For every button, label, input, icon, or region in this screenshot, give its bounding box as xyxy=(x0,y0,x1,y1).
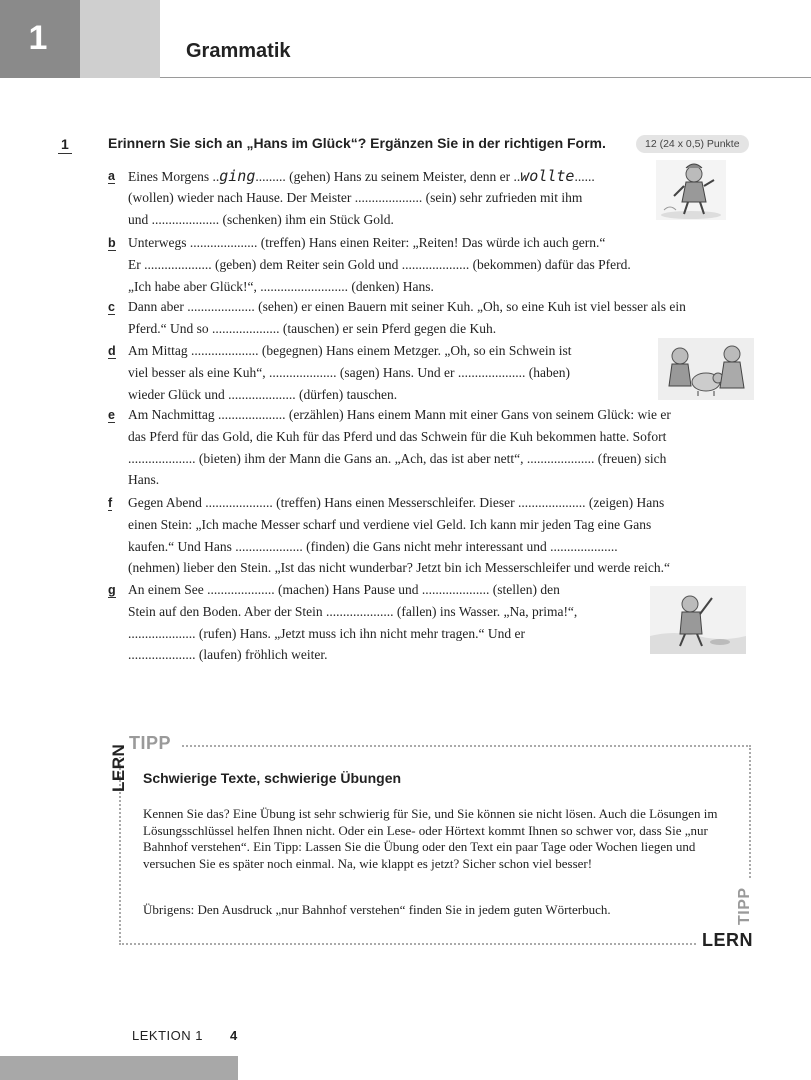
text-segment: Dann aber .................... (sehen) er einen Bauern mit seiner Kuh. „Oh, so eine Kuh ist viel besser als ein xyxy=(128,299,686,314)
text-segment: .................... (bieten) ihm der Mann die Gans an. „Ach, das ist aber nett“, .................... (freuen) sich xyxy=(128,450,667,466)
chapter-number: 1 xyxy=(28,18,48,57)
page-number: 4 xyxy=(230,1028,238,1043)
text-segment: Pferd.“ Und so .................... (tauschen) er sein Pferd gegen die Kuh. xyxy=(128,320,497,336)
header-divider xyxy=(160,77,811,78)
item-text-line xyxy=(128,319,496,339)
text-segment: An einem See .................... (machen) Hans Pause und .................... (stellen) den xyxy=(128,582,560,597)
tipp-label: TIPP xyxy=(129,733,172,753)
item-text-line xyxy=(128,580,560,600)
text-segment: .................... (laufen) fröhlich weiter. xyxy=(128,647,328,663)
item-text-line xyxy=(128,558,670,578)
page-title: Grammatik xyxy=(186,40,291,62)
text-segment: Unterwegs .................... (treffen) Hans einen Reiter: „Reiten! Das würde ich auch gern.“ xyxy=(128,235,606,250)
item-text-line xyxy=(128,405,671,425)
item-text-line xyxy=(128,537,618,557)
exercise-number: 1 xyxy=(58,136,72,154)
hans-pig-butcher-illustration xyxy=(658,338,754,400)
item-letter: a xyxy=(108,169,115,183)
text-segment: das Pferd für das Gold, die Kuh für das Pferd und das Schwein für die Kuh bekommen hatte. Sofort xyxy=(128,428,667,444)
tipp-label-vertical xyxy=(734,880,754,926)
footer-lektion: LEKTION 1 xyxy=(132,1028,203,1043)
text-segment: Gegen Abend .................... (treffen) Hans einen Messerschleifer. Dieser .................... (zeigen) Hans xyxy=(128,495,665,510)
lern-label: LERN xyxy=(702,930,753,950)
svg-text:TIPP: TIPP xyxy=(736,887,753,925)
item-letter: e xyxy=(108,408,115,422)
item-text-line xyxy=(128,277,434,297)
item-text-line xyxy=(128,602,577,622)
text-segment: Er .................... (geben) dem Reiter sein Gold und .................... (bekommen) dafür das Pferd. xyxy=(128,256,631,272)
item-letter: c xyxy=(108,300,115,314)
text-segment: und .................... (schenken) ihm ein Stück Gold. xyxy=(128,211,394,227)
text-segment: Am Nachmittag .................... (erzählen) Hans einem Mann mit einer Gans von seinem Glück: wie er xyxy=(128,407,671,422)
handwritten-answer: ging xyxy=(219,167,256,185)
handwritten-answer: wollte xyxy=(520,167,575,185)
item-letter: g xyxy=(108,583,116,597)
item-text-line xyxy=(128,233,605,253)
text-segment: wieder Glück und .................... (dürfen) tauschen. xyxy=(128,386,398,402)
text-segment: ......... (gehen) Hans zu seinem Meister, denn er .. xyxy=(255,169,521,184)
hans-walking-illustration xyxy=(656,160,726,220)
text-segment: ...... xyxy=(574,169,595,184)
text-segment: .................... (rufen) Hans. „Jetzt muss ich ihn nicht mehr tragen.“ Und er xyxy=(128,625,526,641)
lern-label-vertical xyxy=(109,733,129,793)
svg-text:LERN: LERN xyxy=(109,743,128,792)
text-segment: Stein auf den Boden. Aber der Stein .................... (fallen) ins Wasser. „Na, prima!“, xyxy=(128,603,578,619)
exercise-instruction: Erinnern Sie sich an „Hans im Glück“? Ergänzen Sie in der richtigen Form. xyxy=(108,135,606,151)
item-text-line xyxy=(128,341,572,361)
item-letter: b xyxy=(108,236,116,250)
item-letter: f xyxy=(108,496,113,510)
tipp-title: Schwierige Texte, schwierige Übungen xyxy=(143,770,402,786)
item-letter: d xyxy=(108,344,116,358)
hans-lake-illustration xyxy=(650,586,746,654)
item-text-line xyxy=(128,493,664,513)
text-segment: einen Stein: „Ich mache Messer scharf und verdiene viel Geld. Ich kann mir jeden Tag eine Gans xyxy=(128,516,652,532)
item-text-line xyxy=(128,385,397,405)
item-text-line xyxy=(128,363,570,383)
item-text-line xyxy=(128,188,582,208)
item-text-line xyxy=(128,297,686,317)
item-text-line xyxy=(128,210,394,230)
item-text-line xyxy=(128,645,327,665)
text-segment: Hans. xyxy=(128,472,160,488)
tipp-paragraph: Kennen Sie das? Eine Übung ist sehr schwierig für Sie, und Sie können sie nicht lösen. Auch die Lösungen im Lösungsschlüssel helfen Ihnen nicht. Oder ein Lese- oder Hörtext kommt Ihnen so schwer vor, dass Sie „nur Bahnhof verstehen“. Ein Tipp: Lassen Sie die Übung oder den Text ein paar Tage oder Wochen liegen und versuchen Sie es später noch einmal. Na, wie klappt es jetzt? Sicher schon viel besser! xyxy=(143,806,718,871)
item-text-line xyxy=(128,449,666,469)
text-segment: Am Mittag .................... (begegnen) Hans einem Metzger. „Oh, so ein Schwein ist xyxy=(128,343,572,358)
item-text-line xyxy=(128,515,651,535)
header-gray-block xyxy=(80,0,160,78)
text-segment: (nehmen) lieber den Stein. „Ist das nicht wunderbar? Jetzt bin ich Messerschleifer und werde reich.“ xyxy=(128,560,671,576)
footer-bar xyxy=(0,1056,238,1080)
text-segment: (wollen) wieder nach Hause. Der Meister .................... (sein) sehr zufrieden mit ihm xyxy=(128,189,583,205)
text-segment: viel besser als eine Kuh“, .................... (sagen) Hans. Und er .................... (haben) xyxy=(128,364,571,380)
chapter-number-box xyxy=(0,0,80,78)
item-text-line xyxy=(128,427,666,447)
item-text-line xyxy=(128,255,631,275)
points-badge: 12 (24 x 0,5) Punkte xyxy=(636,135,749,153)
text-segment: Eines Morgens .. xyxy=(128,169,220,184)
item-text-line xyxy=(128,624,525,644)
item-text-line xyxy=(128,166,595,186)
text-segment: „Ich habe aber Glück!“, .......................... (denken) Hans. xyxy=(128,278,434,294)
tipp-paragraph-2: Übrigens: Den Ausdruck „nur Bahnhof verstehen“ finden Sie in jedem guten Wörterbuch. xyxy=(143,902,611,917)
text-segment: kaufen.“ Und Hans .................... (finden) die Gans nicht mehr interessant und .................... xyxy=(128,538,618,554)
item-text-line xyxy=(128,470,159,490)
